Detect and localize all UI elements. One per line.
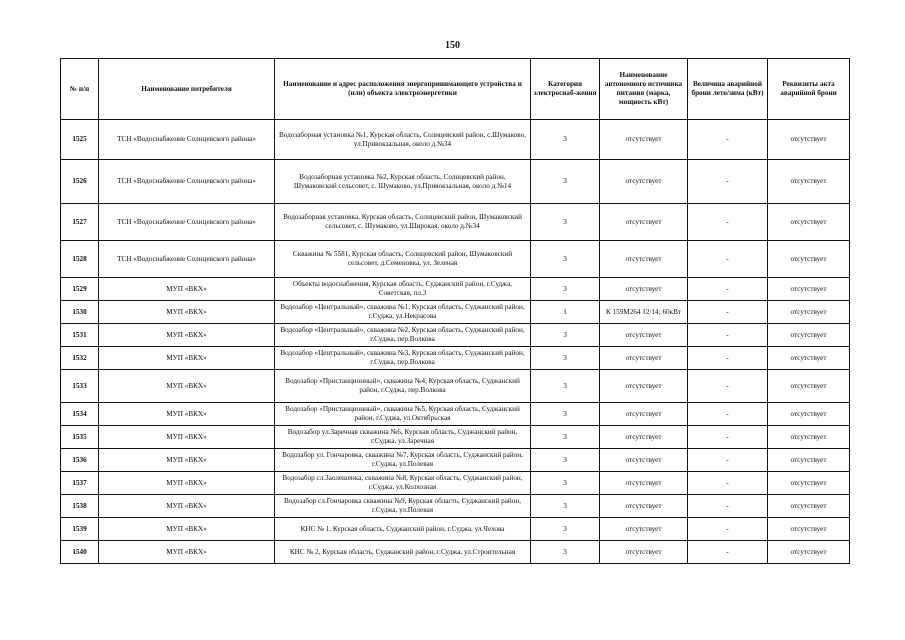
cell-category: 3 — [531, 449, 600, 472]
cell-consumer: МУП «ВКХ» — [99, 426, 275, 449]
cell-act: отсутствует — [768, 426, 850, 449]
cell-address: Скважина № 5581, Курская область, Солнцевский район, Шумаковский сельсовет, д.Семеновка, ул. Зеленая — [275, 241, 531, 278]
cell-act: отсутствует — [768, 541, 850, 564]
cell-address: КНС № 1, Курская область, Суджанский район, г.Суджа, ул.Чехова — [275, 518, 531, 541]
cell-consumer: МУП «ВКХ» — [99, 301, 275, 324]
col-header-act: Реквизиты акта аварийной брони — [768, 59, 850, 120]
cell-consumer: МУП «ВКХ» — [99, 495, 275, 518]
cell-address: Водозаборная установка №2, Курская область, Солнцевский район, Шумаковский сельсовет, с. Шумаково, ул.Привокзальная, около д.№14 — [275, 160, 531, 204]
cell-address: Водозабор «Центральный», скважина №2, Курская область, Суджанский район, г.Суджа, пер.Волкова — [275, 324, 531, 347]
cell-act: отсутствует — [768, 120, 850, 160]
cell-reserve: - — [688, 324, 768, 347]
cell-category: 3 — [531, 472, 600, 495]
cell-address: КНС № 2, Курская область, Суджанский район, г.Суджа, ул.Строительная — [275, 541, 531, 564]
cell-num: 1527 — [61, 204, 99, 241]
cell-address: Водозабор сл.Заолешенка, скважина №8, Курская область, Суджанский район, г.Суджа, ул.Колхозная — [275, 472, 531, 495]
table-row — [61, 370, 850, 403]
cell-autonomous: отсутствует — [600, 160, 688, 204]
cell-address: Водозаборная установка, Курская область, Солнцевский район, Шумаковский сельсовет, с. Шумаково, ул.Широкая, около д.№34 — [275, 204, 531, 241]
table-row — [61, 347, 850, 370]
cell-autonomous: отсутствует — [600, 120, 688, 160]
cell-reserve: - — [688, 518, 768, 541]
cell-num: 1540 — [61, 541, 99, 564]
cell-num: 1529 — [61, 278, 99, 301]
cell-category: 3 — [531, 120, 600, 160]
cell-reserve: - — [688, 204, 768, 241]
cell-act: отсутствует — [768, 204, 850, 241]
cell-consumer: ТСН «Водоснабжение Солнцевского района» — [99, 204, 275, 241]
cell-act: отсутствует — [768, 347, 850, 370]
cell-consumer: МУП «ВКХ» — [99, 370, 275, 403]
cell-category: 3 — [531, 160, 600, 204]
cell-act: отсутствует — [768, 160, 850, 204]
cell-reserve: - — [688, 403, 768, 426]
cell-category: 3 — [531, 541, 600, 564]
col-header-reserve: Величина аварийной брони лето/зима (кВт) — [688, 59, 768, 120]
cell-consumer: МУП «ВКХ» — [99, 347, 275, 370]
cell-address: Объекты водоснабжения, Курская область, Суджанский район, г.Суджа, Советская, пл.3 — [275, 278, 531, 301]
cell-address: Водозабор «Центральный», скважина №3, Курская область, Суджанский район, г.Суджа, пер.Волкова — [275, 347, 531, 370]
cell-category: 3 — [531, 403, 600, 426]
cell-category: 3 — [531, 495, 600, 518]
cell-address: Водозабор сл.Гончаровка скважина №9, Курская область, Суджанский район, г.Суджа, ул.Полевая — [275, 495, 531, 518]
table-row — [61, 278, 850, 301]
cell-autonomous: отсутствует — [600, 324, 688, 347]
power-consumers-table — [60, 58, 850, 564]
cell-act: отсутствует — [768, 403, 850, 426]
cell-category: 3 — [531, 347, 600, 370]
cell-act: отсутствует — [768, 301, 850, 324]
cell-autonomous: отсутствует — [600, 403, 688, 426]
col-header-autonomous: Наименование автономного источника питания (марка, мощность кВт) — [600, 59, 688, 120]
cell-autonomous: отсутствует — [600, 541, 688, 564]
table-header-row — [61, 59, 850, 120]
cell-autonomous: отсутствует — [600, 518, 688, 541]
cell-autonomous: отсутствует — [600, 495, 688, 518]
cell-address: Водозабор «Центральный», скважина №1, Курская область, Суджанский район, г.Суджа, ул.Некрасова — [275, 301, 531, 324]
cell-consumer: МУП «ВКХ» — [99, 403, 275, 426]
cell-category: 3 — [531, 241, 600, 278]
cell-consumer: МУП «ВКХ» — [99, 541, 275, 564]
cell-autonomous: отсутствует — [600, 449, 688, 472]
col-header-consumer: Наименование потребителя — [99, 59, 275, 120]
cell-autonomous: отсутствует — [600, 347, 688, 370]
table-row — [61, 472, 850, 495]
cell-autonomous: отсутствует — [600, 241, 688, 278]
cell-act: отсутствует — [768, 370, 850, 403]
cell-consumer: МУП «ВКХ» — [99, 278, 275, 301]
col-header-address: Наименование и адрес расположения энергопринимающего устройства и (или) объекта электроэнергетики — [275, 59, 531, 120]
cell-consumer: МУП «ВКХ» — [99, 518, 275, 541]
cell-autonomous: отсутствует — [600, 426, 688, 449]
table-body — [61, 120, 850, 564]
cell-act: отсутствует — [768, 449, 850, 472]
cell-consumer: ТСН «Водоснабжение Солнцевского района» — [99, 120, 275, 160]
cell-num: 1535 — [61, 426, 99, 449]
table-row — [61, 541, 850, 564]
cell-num: 1526 — [61, 160, 99, 204]
table-row — [61, 301, 850, 324]
cell-num: 1536 — [61, 449, 99, 472]
cell-reserve: - — [688, 301, 768, 324]
page-number: 150 — [445, 40, 460, 51]
cell-reserve: - — [688, 241, 768, 278]
cell-reserve: - — [688, 347, 768, 370]
cell-num: 1539 — [61, 518, 99, 541]
cell-act: отсутствует — [768, 472, 850, 495]
cell-reserve: - — [688, 426, 768, 449]
cell-num: 1537 — [61, 472, 99, 495]
cell-consumer: ТСН «Водоснабжение Солнцевского района» — [99, 241, 275, 278]
table-row — [61, 449, 850, 472]
cell-autonomous: отсутствует — [600, 204, 688, 241]
cell-reserve: - — [688, 472, 768, 495]
cell-consumer: МУП «ВКХ» — [99, 449, 275, 472]
cell-address: Водозабор «Пристанционный», скважина №4, Курская область, Суджанский район, г.Суджа, пер.Волкова — [275, 370, 531, 403]
table-row — [61, 324, 850, 347]
table-row — [61, 204, 850, 241]
cell-category: 3 — [531, 370, 600, 403]
cell-act: отсутствует — [768, 278, 850, 301]
cell-autonomous: отсутствует — [600, 278, 688, 301]
cell-num: 1532 — [61, 347, 99, 370]
cell-category: 3 — [531, 426, 600, 449]
cell-reserve: - — [688, 541, 768, 564]
cell-num: 1533 — [61, 370, 99, 403]
cell-act: отсутствует — [768, 324, 850, 347]
cell-num: 1530 — [61, 301, 99, 324]
table-row — [61, 495, 850, 518]
table-row — [61, 160, 850, 204]
cell-autonomous: К 159М264 12/14; 60кВт — [600, 301, 688, 324]
cell-category: 3 — [531, 324, 600, 347]
cell-reserve: - — [688, 278, 768, 301]
cell-reserve: - — [688, 120, 768, 160]
table-row — [61, 120, 850, 160]
cell-category: 3 — [531, 204, 600, 241]
cell-autonomous: отсутствует — [600, 472, 688, 495]
table-row — [61, 518, 850, 541]
cell-reserve: - — [688, 495, 768, 518]
table-row — [61, 403, 850, 426]
cell-consumer: ТСН «Водоснабжение Солнцевского района» — [99, 160, 275, 204]
cell-num: 1528 — [61, 241, 99, 278]
cell-consumer: МУП «ВКХ» — [99, 472, 275, 495]
cell-num: 1531 — [61, 324, 99, 347]
cell-address: Водозаборная установка №1, Курская область, Солнцевский район, с.Шумаково, ул.Привокзальная, около д.№34 — [275, 120, 531, 160]
cell-act: отсутствует — [768, 495, 850, 518]
cell-category: 1 — [531, 301, 600, 324]
cell-consumer: МУП «ВКХ» — [99, 324, 275, 347]
table-row — [61, 241, 850, 278]
cell-address: Водозабор ул. Гончаровка, скважина №7, Курская область, Суджанский район, г.Суджа, ул.Полевая — [275, 449, 531, 472]
cell-num: 1534 — [61, 403, 99, 426]
cell-num: 1525 — [61, 120, 99, 160]
cell-num: 1538 — [61, 495, 99, 518]
table-row — [61, 426, 850, 449]
col-header-num: № п/п — [61, 59, 99, 120]
cell-address: Водозабор «Пристанционный», скважина №5, Курская область, Суджанский район, г.Суджа, ул.Октябрьская — [275, 403, 531, 426]
cell-reserve: - — [688, 370, 768, 403]
cell-category: 3 — [531, 278, 600, 301]
cell-reserve: - — [688, 160, 768, 204]
cell-act: отсутствует — [768, 241, 850, 278]
cell-reserve: - — [688, 449, 768, 472]
cell-address: Водозабор ул.Заречная скважина №6, Курская область, Суджанский район, г.Суджа, ул.Заречная — [275, 426, 531, 449]
cell-category: 3 — [531, 518, 600, 541]
cell-act: отсутствует — [768, 518, 850, 541]
col-header-category: Категория электроснаб-жения — [531, 59, 600, 120]
cell-autonomous: отсутствует — [600, 370, 688, 403]
